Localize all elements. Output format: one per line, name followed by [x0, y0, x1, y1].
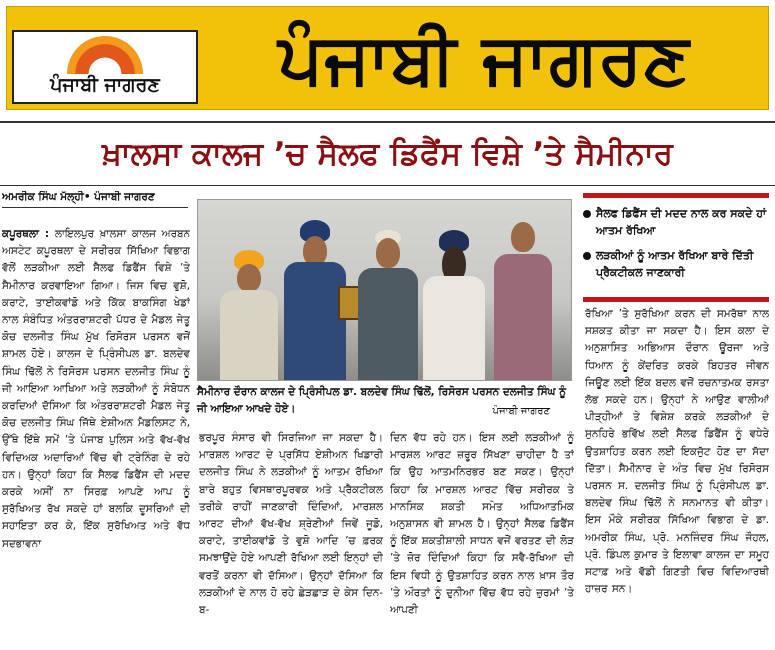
column-3-text: ਦਿਨ ਵੱਧ ਰਹੇ ਹਨ। ਇਸ ਲਈ ਲੜਕੀਆਂ ਨੂੰ ਮਾਰਸ਼ਲ ਆਰਟ ਜ਼ਰੂਰ ਸਿੱਖਣਾ ਚਾਹੀਦਾ ਹੈ ਤਾਂ ਕਿ ਉਹ ਆਤਮਨਿਰਭਰ ਬਣ ਸਕਣ। ਉਨ੍ਹਾਂ ਕਿਹਾ ਕਿ ਮਾਰਸ਼ਲ ਆਰਟ ਵਿੱਚ ਸਰੀਰਕ ਤੇ ਮਾਨਸਿਕ ਸ਼ਕਤੀ ਸਮੇਤ ਅਧਿਆਤਮਿਕ ਅਨੁਸ਼ਾਸਨ ਵੀ ਸ਼ਾਮਲ ਹੈ। ਉਨ੍ਹਾਂ ਸੈਲਫ ਡਿਫੈਂਸ ਨੂੰ ਇੱਕ ਸ਼ਕਤੀਸ਼ਾਲੀ ਸਾਧਨ ਵਜੋਂ ਵਰਤਣ ਦੀ ਲੋੜ ’ਤੇ ਜ਼ੋਰ ਦਿੰਦਿਆਂ ਕਿਹਾ ਕਿ ਸਵੈ-ਰੱਖਿਆ ਦੀ ਇਸ ਵਿਧੀ ਨੂੰ ਉਤਸ਼ਾਹਿਤ ਕਰਨ ਨਾਲ ਖ਼ਾਸ ਤੌਰ ’ਤੇ ਔਰਤਾਂ ਨੂੰ ਦੁਨੀਆ ਵਿੱਚ ਵੱਧ ਰਹੇ ਜ਼ੁਰਮਾਂ ’ਤੇ ਆਪਣੀ [390, 432, 574, 617]
article-column-4 [585, 306, 769, 648]
masthead [0, 0, 775, 118]
photo-person [284, 220, 346, 380]
byline-divider [2, 207, 188, 208]
highlights-box [583, 195, 769, 298]
column-1-text: ਲਾਇਲਪੁਰ ਖ਼ਾਲਸਾ ਕਾਲਜ ਅਰਬਨ ਅਸਟੇਟ ਕਪੂਰਥਲਾ ਦੇ ਸਰੀਰਕ ਸਿੱਖਿਆ ਵਿਭਾਗ ਵੱਲੋਂ ਲੜਕੀਆ ਲਈ ਸੈਲਫ ਡਿਫੈਂਸ ਵਿਸ਼ੇ ’ਤੇ ਸੈਮੀਨਾਰ ਕਰਵਾਇਆ ਗਿਆ। ਜਿਸ ਵਿਚ ਵੁਸ਼ੋ, ਕਰਾਟੇ, ਤਾਈਕਵਾਂਡੋ ਅਤੇ ਕਿੱਕ ਬਾਕਸਿੰਗ ਖੇਡਾਂ ਨਾਲ ਸੰਬੰਧਿਤ ਅੰਤਰਰਾਸ਼ਟਰੀ ਪੱਧਰ ਦੇ ਮੈਡਲ ਜੇਤੂ ਕੋਚ ਦਲਜੀਤ ਸਿੰਘ ਮੁੱਖ ਰਿਸੋਰਸ ਪਰਸਨ ਵਜੋਂ ਸ਼ਾਮਲ ਹੋਏ। ਕਾਲਜ ਦੇ ਪ੍ਰਿੰਸੀਪਲ ਡਾ. ਬਲਦੇਵ ਸਿੰਘ ਢਿੱਲੋਂ ਨੇ ਰਿਸੋਰਸ ਪਰਸਨ ਦਲਜੀਤ ਸਿੰਘ ਨੂੰ ਜੀ ਆਇਆ ਆਖਿਆ ਅਤੇ ਲੜਕੀਆਂ ਨੂੰ ਸੰਬੋਧਨ ਕਰਦਿਆਂ ਦੱਸਿਆ ਕਿ ਅੰਤਰਰਾਸ਼ਟਰੀ ਮੈਡਲ ਜੇਤੂ ਕੋਚ ਦਲਜੀਤ ਸਿੰਘ ਜਿੱਥੇ ਏਸ਼ੀਅਨ ਮੈਡਲਿਸਟ ਨੇ, ਉੱਥੇ ਇੱਥੇ ਸਮੇਂ ’ਤੇ ਪੰਜਾਬ ਪੁਲਿਸ ਅਤੇ ਵੱਖ-ਵੱਖ ਵਿਦਿਅਕ ਅਦਾਰਿਆਂ ਵਿੱਚ ਵੀ ਟ੍ਰੇਨਿੰਗ ਦੇ ਰਹੇ ਹਨ। ਉਨ੍ਹਾਂ ਕਿਹਾ ਕਿ ਸੈਲਫ ਡਿਫੈਂਸ ਦੀ ਮਦਦ ਕਰਕੇ ਅਸੀਂ ਨਾ ਸਿਰਫ਼ ਆਪਣੇ ਆਪ ਨੂੰ ਸੁਰੱਖਿਅਤ ਰੱਖ ਸਕਦੇ ਹਾਂ ਬਲਕਿ ਦੂਸਰਿਆਂ ਦੀ ਸਹਾਇਤਾ ਕਰ ਕੇ, ਇੱਕ ਸੁਰੱਖਿਅਤ ਅਤੇ ਵੱਧ ਸਦਭਾਵਨਾ [2, 228, 190, 550]
article-headline: ਖ਼ਾਲਸਾ ਕਾਲਜ ’ਚ ਸੈਲਫ ਡਿਫੈਂਸ ਵਿਸ਼ੇ ’ਤੇ ਸੈਮੀਨਾਰ [102, 136, 673, 172]
highlight-item: ਸੈਲਫ ਡਿਫੈਂਸ ਦੀ ਮਦਦ ਨਾਲ ਕਰ ਸਕਦੇ ਹਾਂ ਆਤਮ ਰੱਖਿਆ [583, 205, 769, 239]
headline-divider [0, 185, 775, 186]
photo-person [358, 230, 418, 380]
photo-caption [197, 384, 572, 422]
bullet-icon [583, 210, 591, 218]
rising-sun-icon [67, 36, 143, 74]
article-column-1 [2, 226, 190, 648]
top-divider [0, 121, 775, 123]
article-column-2 [199, 430, 383, 648]
newspaper-title: ਪੰਜਾਬੀ ਜਾਗਰਣ [278, 18, 690, 100]
highlight-item: ਲੜਕੀਆਂ ਨੂੰ ਆਤਮ ਰੱਖਿਆ ਬਾਰੇ ਦਿੱਤੀ ਪ੍ਰੈਕਟੀਕਲ ਜਾਣਕਾਰੀ [583, 247, 769, 281]
column-2-text: ਭਰਪੂਰ ਸੰਸਾਰ ਵੀ ਸਿਰਜਿਆ ਜਾ ਸਕਦਾ ਹੈ। ਮਾਰਸ਼ਲ ਆਰਟ ਦੇ ਪ੍ਰਸਿੱਧ ਏਸ਼ੀਅਨ ਖਿਡਾਰੀ ਦਲਜੀਤ ਸਿੰਘ ਨੇ ਲੜਕੀਆਂ ਨੂੰ ਆਤਮ ਰੱਖਿਆ ਬਾਰੇ ਬਹੁਤ ਵਿਸਥਾਰਪੂਰਵਕ ਅਤੇ ਪ੍ਰੈਕਟੀਕਲ ਤਰੀਕੇ ਰਾਹੀਂ ਜਾਣਕਾਰੀ ਦਿੰਦਿਆਂ, ਮਾਰਸ਼ਲ ਆਰਟ ਦੀਆਂ ਵੱਖ-ਵੱਖ ਸ਼੍ਰੇਣੀਆਂ ਜਿਵੇਂ ਜੂਡੋ, ਕਰਾਟੇ, ਤਾਈਕਵਾਂਡੋ ਤੇ ਵੁਸ਼ੋ ਆਦਿ ’ਚ ਫ਼ਰਕ ਸਮਝਾਉਂਦੇ ਹੋਏ ਆਪਣੀ ਰੱਖਿਆ ਲਈ ਇਨ੍ਹਾਂ ਦੀ ਵਰਤੋਂ ਕਰਨਾ ਵੀ ਦੱਸਿਆ। ਉਨ੍ਹਾਂ ਦੱਸਿਆ ਕਿ ਲੜਕੀਆਂ ਦੇ ਨਾਲ ਹੋ ਰਹੇ ਛੇੜਛਾੜ ਦੇ ਕੇਸ ਦਿਨ-ਬ- [199, 432, 383, 617]
article-column-3 [390, 430, 574, 648]
bullet-icon [583, 252, 591, 260]
article-photo [197, 199, 572, 381]
article-byline: ਅਮਰੀਕ ਸਿੰਘ ਮੱਲ੍ਹੀ• ਪੰਜਾਬੀ ਜਾਗਰਣ [2, 191, 155, 203]
logo-text: ਪੰਜਾਬੀ ਜਾਗਰਣ [50, 74, 160, 96]
highlight-bottom-rule [583, 297, 769, 302]
newspaper-logo [12, 30, 198, 104]
photo-person [220, 250, 278, 380]
dateline: ਕਪੂਰਥਲਾ : [2, 228, 50, 240]
caption-source: ਪੰਜਾਬੀ ਜਾਗਰਣ [492, 406, 550, 417]
column-4-text: ਰੱਖਿਆ ’ਤੇ ਸੁਰੱਖਿਆ ਕਰਨ ਦੀ ਸਮਰੱਥਾ ਨਾਲ ਸਸ਼ਕਤ ਕੀਤਾ ਜਾ ਸਕਦਾ ਹੈ। ਇਸ ਕਲਾ ਦੇ ਅਨੁਸ਼ਾਸਿਤ ਅਭਿਆਸ ਦੌਰਾਨ ਊਰਜਾ ਅਤੇ ਧਿਆਨ ਨੂੰ ਕੇਂਦਰਿਤ ਕਰਕੇ ਬਿਹਤਰ ਜੀਵਨ ਜਿਊਣ ਲਈ ਇੱਕ ਬਦਲ ਵਜੋਂ ਰਚਨਾਤਮਕ ਰਸਤਾ ਲੱਭ ਸਕਦੇ ਹਨ। ਉਨ੍ਹਾਂ ਨੇ ਆਉਣ ਵਾਲੀਆਂ ਪੀੜ੍ਹੀਆਂ ਤੇ ਵਿਸ਼ੇਸ਼ ਕਰਕੇ ਲੜਕੀਆਂ ਦੇ ਸੁਨਹਿਰੇ ਭਵਿੱਖ ਲਈ ਸੈਲਫ ਡਿਫੈਂਸ ਨੂੰ ਵਧੇਰੇ ਉਤਸ਼ਾਹਿਤ ਕਰਨ ਲਈ ਇਕਜੁੱਟ ਹੋਣ ਦਾ ਸੱਦਾ ਦਿੱਤਾ। ਸੈਮੀਨਾਰ ਦੇ ਅੰਤ ਵਿਚ ਮੁੱਖ ਰਿਸੋਰਸ ਪਰਸਨ ਸ. ਦਲਜੀਤ ਸਿੰਘ ਨੂੰ ਪ੍ਰਿੰਸੀਪਲ ਡਾ. ਬਲਦੇਵ ਸਿੰਘ ਢਿੱਲੋਂ ਨੇ ਸਨਮਾਨਤ ਵੀ ਕੀਤਾ। ਇਸ ਮੌਕੇ ਸਰੀਰਕ ਸਿੱਖਿਆ ਵਿਭਾਗ ਦੇ ਡਾ. ਅਮਰੀਕ ਸਿੰਘ, ਪ੍ਰੋ. ਮਨਜਿੰਦਰ ਸਿੰਘ ਜੌਹਲ, ਪ੍ਰੋ. ਡਿੰਪਲ ਕੁਮਾਰ ਤੇ ਇਲਾਵਾ ਕਾਲਜ ਦਾ ਸਮੂਹ ਸਟਾਫ਼ ਅਤੇ ਵੱਡੀ ਗਿਣਤੀ ਵਿਚ ਵਿਦਿਆਰਥੀ ਹਾਜ਼ਰ ਸਨ। [585, 308, 769, 596]
photo-person [423, 230, 485, 380]
caption-text: ਸੈਮੀਨਾਰ ਦੌਰਾਨ ਕਾਲਜ ਦੇ ਪ੍ਰਿੰਸੀਪਲ ਡਾ. ਬਲਦੇਵ ਸਿੰਘ ਢਿੱਲੋਂ, ਰਿਸੋਰਸ ਪਰਸਨ ਦਲਜੀਤ ਸਿੰਘ ਨੂੰ ਜੀ ਆਇਆ ਆਖਦੇ ਹੋਏ। [197, 386, 566, 415]
award-plaque [338, 286, 360, 320]
photo-person [494, 222, 552, 380]
